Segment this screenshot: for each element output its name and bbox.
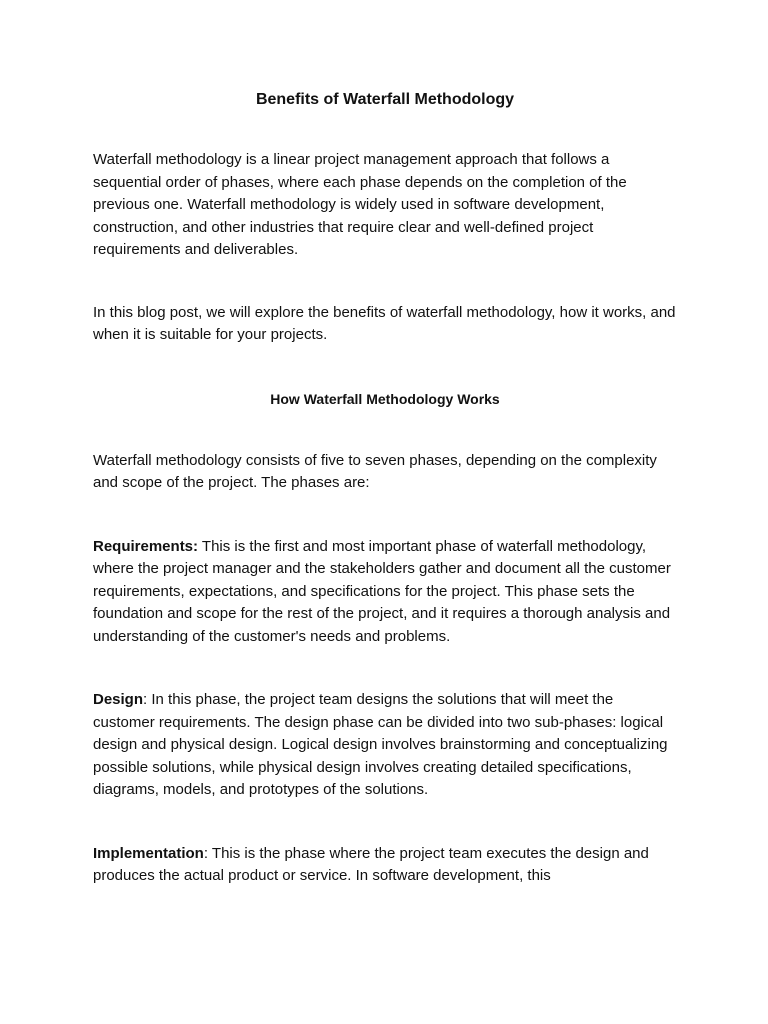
phase-term: Requirements: (93, 537, 199, 555)
phase-description: : In this phase, the project team designs the solutions that will meet the customer requirements. The design phase can be divided into two sub-phases: logical design and physical design. Logical design involves brainstorming and conceptualizing possible solutions, while physical design involves creating detailed specifications, diagrams, models, and prototypes of the solutions. (93, 691, 668, 798)
section-heading: How Waterfall Methodology Works (270, 390, 500, 407)
phase-description: This is the first and most important phase of waterfall methodology, where the project manager and the stakeholders gather and document all the customer requirements, expectations, and specifications for the project. This phase sets the foundation and scope for the rest of the project, and it requires a thorough analysis and understanding of the customer's needs and problems. (93, 537, 671, 645)
phase-design-paragraph (93, 689, 677, 802)
phase-term: Design (93, 691, 144, 708)
blog-paragraph: In this blog post, we will explore the benefits of waterfall methodology, how it works, and when it is suitable for your projects. (93, 303, 676, 343)
phases-intro-paragraph: Waterfall methodology consists of five to seven phases, depending on the complexity and scope of the project. The phases are: (93, 451, 657, 491)
intro-paragraph: Waterfall methodology is a linear project management approach that follows a sequential order of phases, where each phase depends on the completion of the previous one. Waterfall methodology is widely used in software development, construction, and other industries that require clear and well-defined project requirements and deliverables. (93, 151, 627, 258)
phase-description: : This is the phase where the project team executes the design and produces the actual product or service. In software development, this (93, 844, 649, 884)
document-title: Benefits of Waterfall Methodology (255, 91, 515, 108)
phase-term: Implementation (93, 844, 204, 862)
phase-implementation-paragraph (93, 843, 677, 888)
document-body (93, 88, 677, 888)
phase-requirements-paragraph (93, 536, 677, 649)
